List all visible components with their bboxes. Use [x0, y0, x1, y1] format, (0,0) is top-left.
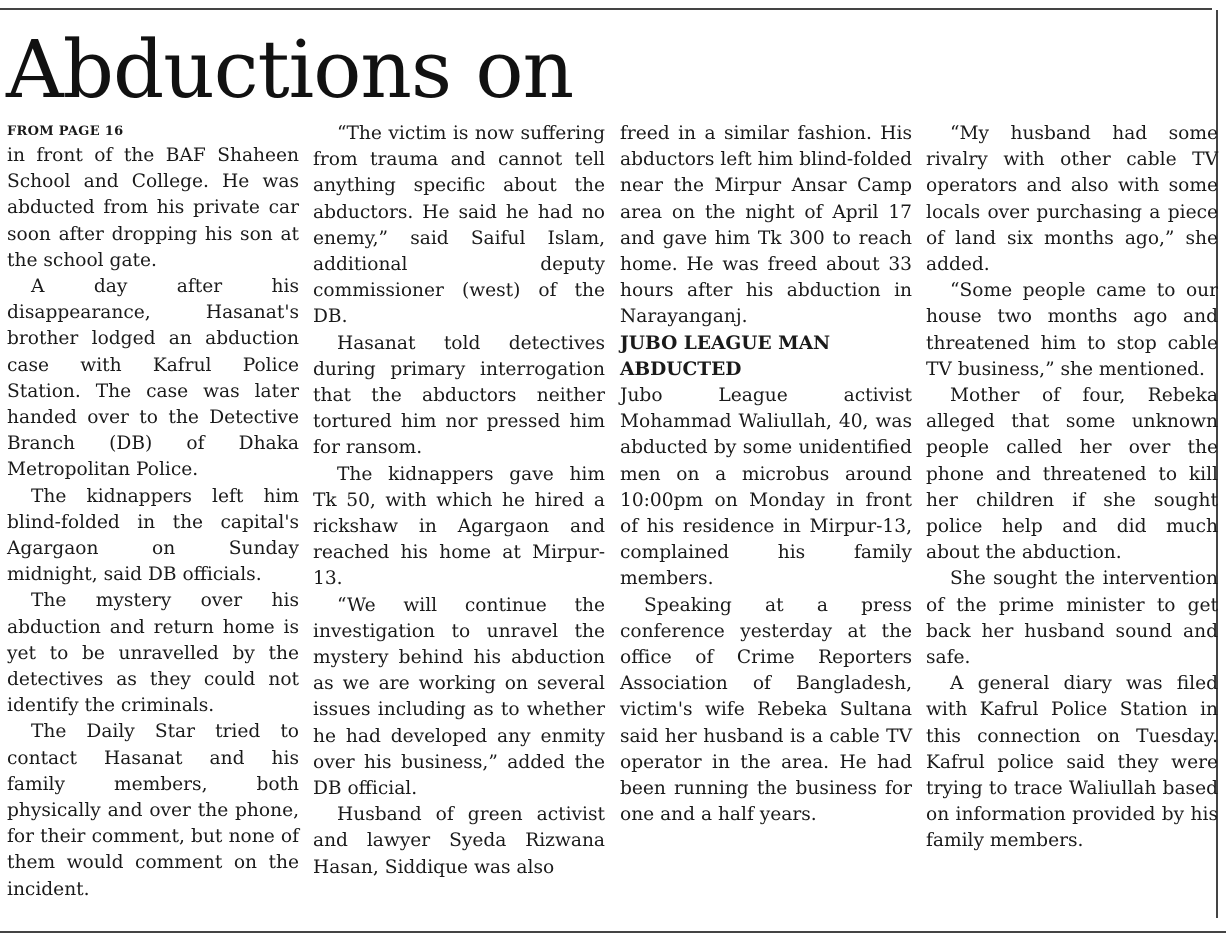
paragraph: “Some people came to our house two months ago and threatened him to stop cable TV business,” she mentioned.	[926, 280, 1218, 380]
article-column-2	[313, 121, 605, 881]
paragraph: “We will continue the investigation to unravel the mystery behind his abduction as we are working on several issues including as to whether he had developed any enmity over his business,” added the DB official.	[313, 594, 605, 800]
bottom-rule	[0, 931, 1226, 933]
top-rule	[0, 8, 1212, 10]
paragraph: The Daily Star tried to contact Hasanat and his family members, both physically and over the phone, for their comment, but none of them would comment on the incident.	[7, 721, 299, 900]
paragraph: A general diary was filed with Kafrul Police Station in this connection on Tuesday. Kafrul police said they were trying to trace Waliullah based on information provided by his family members.	[926, 673, 1218, 852]
paragraph: The kidnappers gave him Tk 50, with which he hired a rickshaw in Agargaon and reached his home at Mirpur-13.	[313, 463, 605, 590]
paragraph: in front of the BAF Shaheen School and College. He was abducted from his private car soon after dropping his son at the school gate.	[7, 145, 299, 271]
paragraph: “My husband had some rivalry with other cable TV operators and also with some locals over purchasing a piece of land six months ago,” she added.	[926, 123, 1218, 276]
paragraph: Mother of four, Rebeka alleged that some unknown people called her over the phone and threatened to kill her children if she sought police help and did much about the abduction.	[926, 385, 1218, 564]
paragraph: A day after his disappearance, Hasanat's brother lodged an abduction case with Kafrul Police Station. The case was later handed over to the Detective Branch (DB) of Dhaka Metropolitan Police.	[7, 276, 299, 481]
kicker: FROM PAGE 16	[7, 124, 124, 139]
paragraph: freed in a similar fashion. His abductors left him blind-folded near the Mirpur Ansar Camp area on the night of April 17 and gave him Tk 300 to reach home. He was freed about 33 hours after his abduction in Narayanganj.	[620, 123, 912, 328]
paragraph: She sought the intervention of the prime minister to get back her husband sound and safe.	[926, 568, 1218, 669]
article-column-3	[620, 121, 912, 828]
article-column-4	[926, 121, 1218, 855]
paragraph: Hasanat told detectives during primary interrogation that the abductors neither tortured him nor pressed him for ransom.	[313, 332, 605, 459]
article-column-1	[7, 121, 299, 903]
paragraph: “The victim is now suffering from trauma and cannot tell anything specific about the abductors. He said he had no enemy,” said Saiful Islam, additional deputy commissioner (west) of the DB.	[313, 123, 605, 328]
subhead: JUBO LEAGUE MAN ABDUCTED	[620, 332, 831, 380]
paragraph: The kidnappers left him blind-folded in the capital's Agargaon on Sunday midnight, said DB officials.	[7, 485, 299, 586]
paragraph: The mystery over his abduction and return home is yet to be unravelled by the detectives as they could not identify the criminals.	[7, 590, 299, 717]
paragraph: Speaking at a press conference yesterday at the office of Crime Reporters Association of Bangladesh, victim's wife Rebeka Sultana said her husband is a cable TV operator in the area. He had been running the business for one and a half years.	[620, 594, 912, 826]
paragraph: Husband of green activist and lawyer Syeda Rizwana Hasan, Siddique was also	[313, 804, 605, 878]
headline: Abductions on	[6, 23, 574, 116]
paragraph: Jubo League activist Mohammad Waliullah, 40, was abducted by some unidentified men on a microbus around 10:00pm on Monday in front of his residence in Mirpur-13, complained his family members.	[620, 385, 912, 590]
